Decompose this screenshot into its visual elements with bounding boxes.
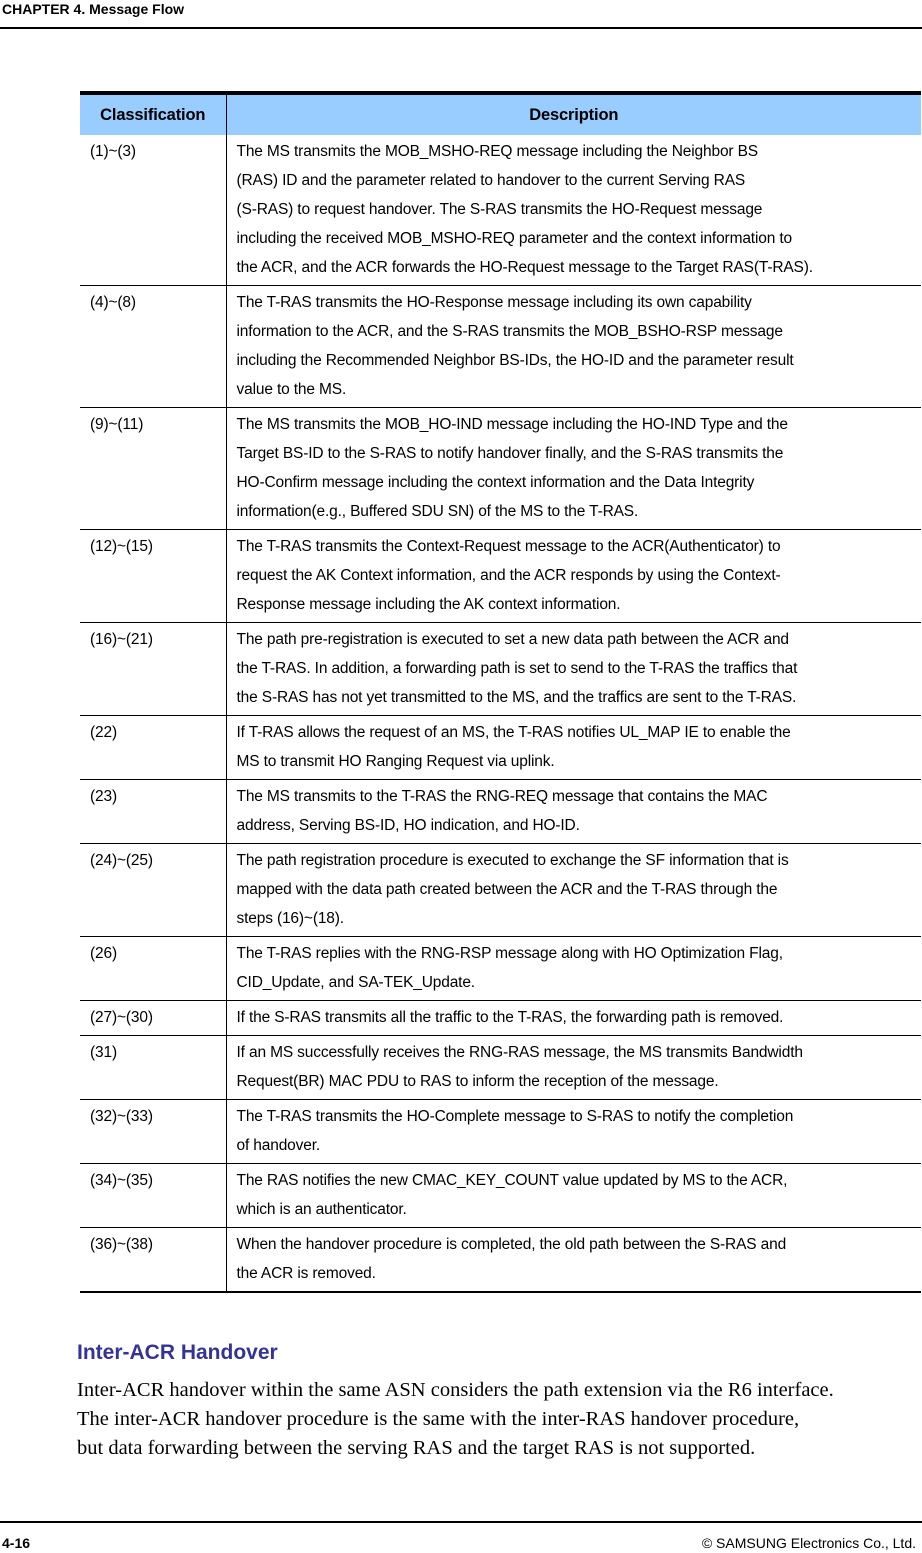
section-paragraph [77, 1376, 922, 1463]
classification-cell: (27)~(30) [80, 1001, 226, 1036]
description-line: MS to transmit HO Ranging Request via uplink. [236, 753, 555, 770]
table-row [80, 530, 921, 623]
description-line: The T-RAS transmits the HO-Complete message to S-RAS to notify the completion [236, 1108, 794, 1125]
description-cell [226, 408, 921, 530]
table-row [80, 716, 921, 780]
classification-cell: (9)~(11) [80, 408, 226, 530]
description-line: When the handover procedure is completed, the old path between the S-RAS and [236, 1236, 787, 1253]
description-line: (S-RAS) to request handover. The S-RAS transmits the HO-Request message [236, 201, 763, 218]
description-cell [226, 623, 921, 716]
table-row [80, 844, 921, 937]
description-line: Request(BR) MAC PDU to RAS to inform the reception of the message. [236, 1073, 719, 1090]
description-line: including the received MOB_MSHO-REQ parameter and the context information to [236, 230, 792, 247]
paragraph-line: The inter-ACR handover procedure is the same with the inter-RAS handover procedure, [77, 1408, 800, 1430]
description-line: including the Recommended Neighbor BS-IDs, the HO-ID and the parameter result [236, 352, 794, 369]
description-line: information to the ACR, and the S-RAS transmits the MOB_BSHO-RSP message [236, 323, 783, 340]
description-line: The path pre-registration is executed to set a new data path between the ACR and [236, 631, 789, 648]
section-title: Inter-ACR Handover [77, 1341, 278, 1364]
classification-cell: (24)~(25) [80, 844, 226, 937]
classification-cell: (26) [80, 937, 226, 1001]
description-line: information(e.g., Buffered SDU SN) of the MS to the T-RAS. [236, 503, 639, 520]
message-flow-table [80, 91, 921, 1293]
column-header-description: Description [226, 93, 921, 135]
description-line: the S-RAS has not yet transmitted to the MS, and the traffics are sent to the T-RAS. [236, 689, 797, 706]
table-row [80, 408, 921, 530]
classification-cell: (31) [80, 1036, 226, 1100]
classification-cell: (32)~(33) [80, 1100, 226, 1164]
description-line: CID_Update, and SA-TEK_Update. [236, 974, 475, 991]
description-line: steps (16)~(18). [236, 910, 344, 927]
description-cell [226, 135, 921, 286]
description-cell [226, 716, 921, 780]
description-line: The MS transmits to the T-RAS the RNG-REQ message that contains the MAC [236, 788, 768, 805]
table-row [80, 937, 921, 1001]
description-line: (RAS) ID and the parameter related to handover to the current Serving RAS [236, 172, 746, 189]
classification-cell: (22) [80, 716, 226, 780]
classification-cell: (1)~(3) [80, 135, 226, 286]
classification-cell: (4)~(8) [80, 286, 226, 408]
description-line: The T-RAS replies with the RNG-RSP message along with HO Optimization Flag, [236, 945, 783, 962]
classification-cell: (34)~(35) [80, 1164, 226, 1228]
table-body [80, 135, 921, 1292]
description-line: request the AK Context information, and the ACR responds by using the Context- [236, 567, 781, 584]
page-number: 4-16 [2, 1535, 31, 1551]
description-line: Target BS-ID to the S-RAS to notify handover finally, and the S-RAS transmits the [236, 445, 784, 462]
description-line: If the S-RAS transmits all the traffic to the T-RAS, the forwarding path is removed. [236, 1009, 784, 1026]
chapter-title: CHAPTER 4. Message Flow [2, 1, 185, 17]
description-line: The T-RAS transmits the HO-Response message including its own capability [236, 294, 752, 311]
description-line: value to the MS. [236, 381, 347, 398]
description-cell [226, 1001, 921, 1036]
description-cell [226, 1036, 921, 1100]
table-row [80, 1100, 921, 1164]
description-cell [226, 937, 921, 1001]
classification-cell: (16)~(21) [80, 623, 226, 716]
table-row [80, 135, 921, 286]
description-line: of handover. [236, 1137, 321, 1154]
table-row [80, 286, 921, 408]
description-line: the ACR, and the ACR forwards the HO-Request message to the Target RAS(T-RAS). [236, 259, 813, 276]
copyright: © SAMSUNG Electronics Co., Ltd. [701, 1535, 916, 1551]
description-line: the T-RAS. In addition, a forwarding path is set to send to the T-RAS the traffics that [236, 660, 798, 677]
description-line: The RAS notifies the new CMAC_KEY_COUNT value updated by MS to the ACR, [236, 1172, 788, 1189]
description-cell [226, 530, 921, 623]
classification-cell: (36)~(38) [80, 1228, 226, 1293]
description-cell [226, 1228, 921, 1293]
classification-cell: (12)~(15) [80, 530, 226, 623]
description-cell [226, 1100, 921, 1164]
description-line: HO-Confirm message including the context information and the Data Integrity [236, 474, 755, 491]
description-line: The MS transmits the MOB_HO-IND message including the HO-IND Type and the [236, 416, 788, 433]
page-header [0, 0, 922, 29]
table-row [80, 1001, 921, 1036]
description-cell [226, 844, 921, 937]
description-cell [226, 1164, 921, 1228]
description-line: If T-RAS allows the request of an MS, the T-RAS notifies UL_MAP IE to enable the [236, 724, 791, 741]
table-row [80, 623, 921, 716]
description-line: The MS transmits the MOB_MSHO-REQ message including the Neighbor BS [236, 143, 758, 160]
description-cell [226, 286, 921, 408]
page-footer [0, 1521, 922, 1553]
classification-cell: (23) [80, 780, 226, 844]
paragraph-line: Inter-ACR handover within the same ASN considers the path extension via the R6 interface. [77, 1379, 834, 1401]
description-line: the ACR is removed. [236, 1265, 376, 1282]
description-line: mapped with the data path created between the ACR and the T-RAS through the [236, 881, 778, 898]
description-line: The path registration procedure is executed to exchange the SF information that is [236, 852, 789, 869]
column-header-classification: Classification [80, 93, 226, 135]
description-cell [226, 780, 921, 844]
description-line: Response message including the AK context information. [236, 596, 621, 613]
table-row [80, 780, 921, 844]
description-line: The T-RAS transmits the Context-Request message to the ACR(Authenticator) to [236, 538, 781, 555]
description-line: If an MS successfully receives the RNG-RAS message, the MS transmits Bandwidth [236, 1044, 803, 1061]
paragraph-line: but data forwarding between the serving RAS and the target RAS is not supported. [77, 1437, 756, 1459]
description-line: which is an authenticator. [236, 1201, 407, 1218]
table-row [80, 1164, 921, 1228]
table-header-row [80, 93, 921, 135]
table-row [80, 1228, 921, 1293]
table-row [80, 1036, 921, 1100]
description-line: address, Serving BS-ID, HO indication, and HO-ID. [236, 817, 580, 834]
